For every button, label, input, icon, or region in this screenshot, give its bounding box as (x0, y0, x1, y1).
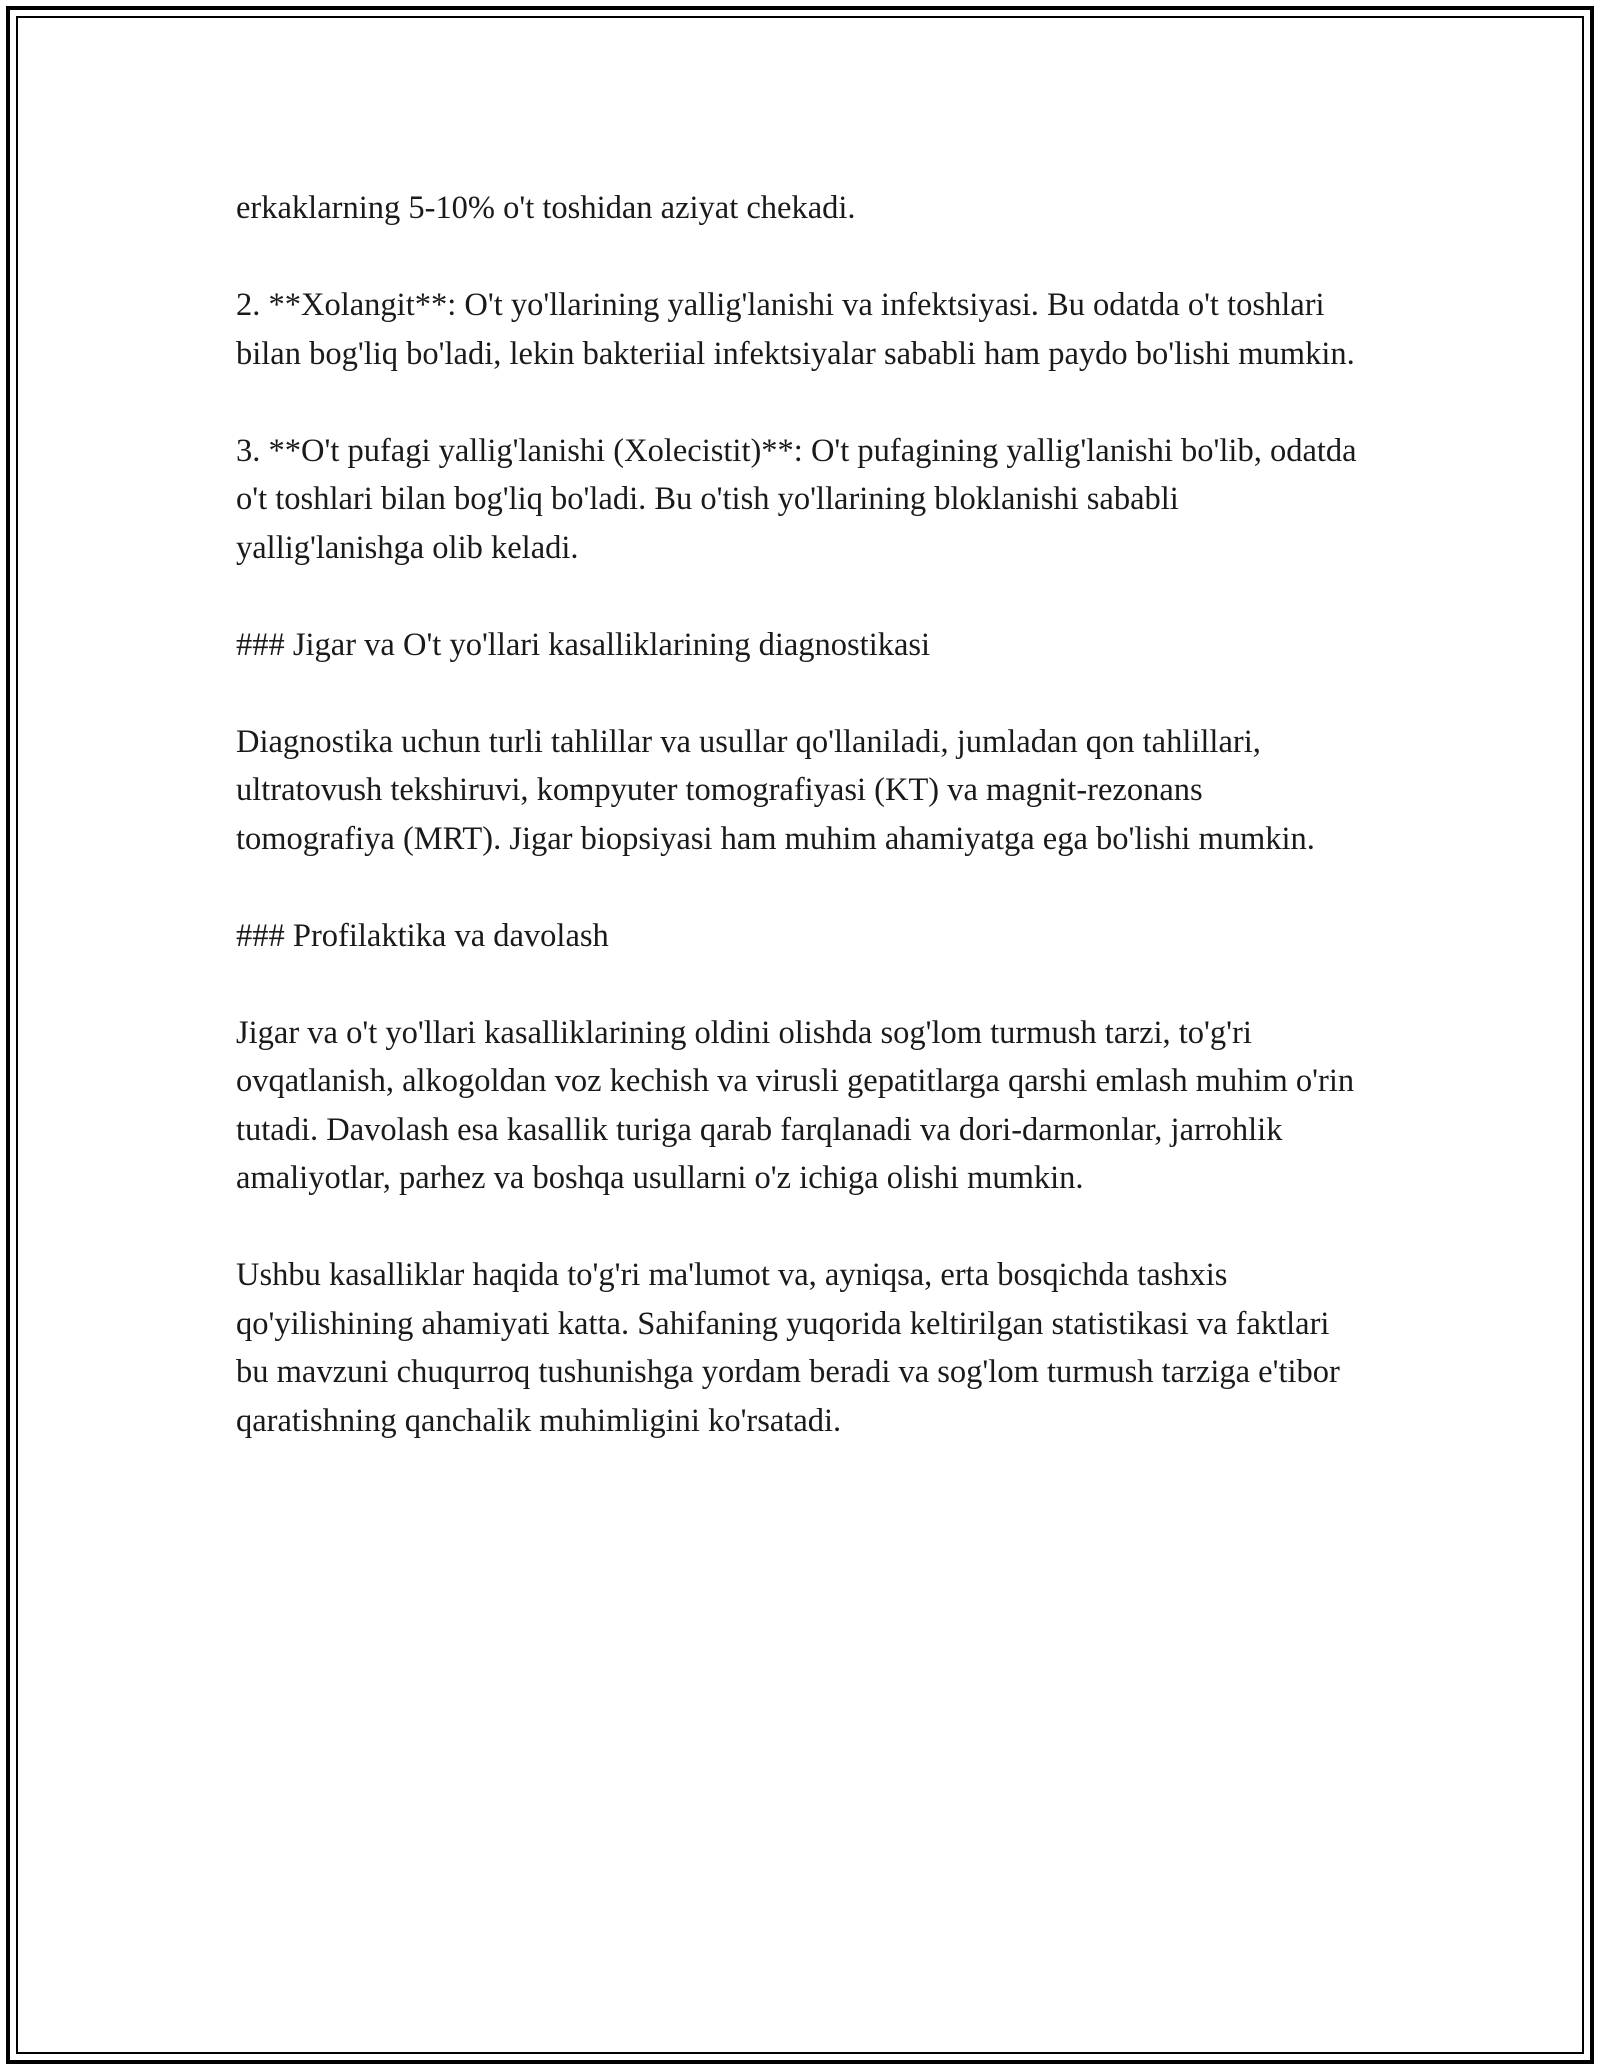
paragraph-conclusion: Ushbu kasalliklar haqida to'g'ri ma'lumot va, ayniqsa, erta bosqichda tashxis qo'yilishining ahamiyati katta. Sahifaning yuqorida keltirilgan statistikasi va faktlari bu mavzuni chuqurroq tushunishga yordam beradi va sog'lom turmush tarziga e'tibor qaratishning qanchalik muhimligini ko'rsatadi. (236, 1257, 1340, 1439)
document-body (236, 184, 1366, 1445)
heading-prevention-treatment: ### Profilaktika va davolash (236, 917, 609, 954)
paragraph-diagnostics: Diagnostika uchun turli tahlillar va usullar qo'llaniladi, jumladan qon tahlillari, ultratovush tekshiruvi, kompyuter tomografiyasi (KT) va magnit-rezonans tomografiya (MRT). Jigar biopsiyasi ham muhim ahamiyatga ega bo'lishi mumkin. (236, 723, 1315, 857)
paragraph-cholecystitis: 3. **O't pufagi yallig'lanishi (Xolecistit)**: O't pufagining yallig'lanishi bo'lib, odatda o't toshlari bilan bog'liq bo'ladi. Bu o'tish yo'llarining bloklanishi sababli yallig'lanishga olib keladi. (236, 432, 1357, 566)
paragraph-gallstone-statistic: erkaklarning 5-10% o't toshidan aziyat chekadi. (236, 190, 856, 226)
heading-diagnostics: ### Jigar va O't yo'llari kasalliklarining diagnostikasi (236, 626, 931, 663)
paragraph-prevention-treatment: Jigar va o't yo'llari kasalliklarining oldini olishda sog'lom turmush tarzi, to'g'ri ovqatlanish, alkogoldan voz kechish va virusli gepatitlarga qarshi emlash muhim o'rin tutadi. Davolash esa kasallik turiga qarab farqlanadi va dori-darmonlar, jarrohlik amaliyotlar, parhez va boshqa usullarni o'z ichiga olishi mumkin. (236, 1014, 1355, 1196)
paragraph-cholangitis: 2. **Xolangit**: O't yo'llarining yallig'lanishi va infektsiyasi. Bu odatda o't toshlari bilan bog'liq bo'ladi, lekin bakteriial infektsiyalar sababli ham paydo bo'lishi mumkin. (236, 287, 1355, 372)
